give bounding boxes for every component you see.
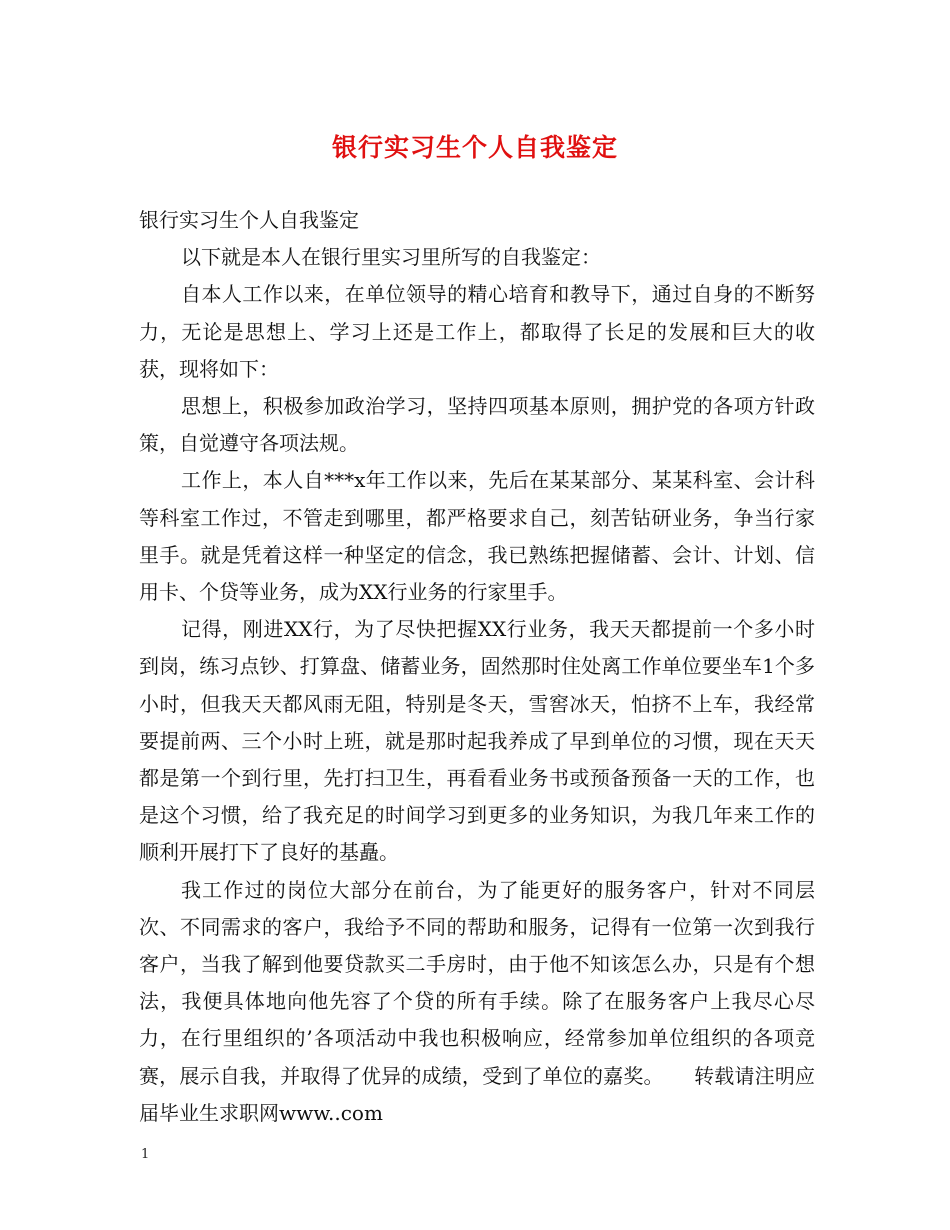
paragraph: 自本人工作以来，在单位领导的精心培育和教导下，通过自身的不断努力，无论是思想上、学习上还是工作上，都取得了长足的发展和巨大的收获，现将如下： (139, 282, 815, 381)
document-title: 银行实习生个人自我鉴定 (331, 133, 618, 162)
paragraph: 记得，刚进XX行，为了尽快把握XX行业务，我天天都提前一个多小时到岗，练习点钞、打算盘、储蓄业务，固然那时住处离工作单位要坐车1个多小时，但我天天都风雨无阻，特别是冬天，雪窖冰天，怕挤不上车，我经常要提前两、三个小时上班，就是那时起我养成了早到单位的习惯，现在天天都是第一个到行里，先打扫卫生，再看看业务书或预备预备一天的工作，也是这个习惯，给了我充足的时间学习到更多的业务知识，为我几年来工作的顺利开展打下了良好的基矗。 (139, 617, 815, 865)
paragraph: 思想上，积极参加政治学习，坚持四项基本原则，拥护党的各项方针政策，自觉遵守各项法规。 (139, 394, 815, 456)
document-body (139, 202, 815, 1132)
paragraph: 我工作过的岗位大部分在前台，为了能更好的服务客户，针对不同层次、不同需求的客户，我给予不同的帮助和服务，记得有一位第一次到我行客户，当我了解到他要贷款买二手房时，由于他不知该怎么办，只是有个想法，我便具体地向他先容了个贷的所有手续。除了在服务客户上我尽心尽力，在行里组织的’各项活动中我也积极响应，经常参加单位组织的各项竞赛，展示自我，并取得了优异的成绩，受到了单位的嘉奖。 转载请注明应届毕业生求职网www..com (139, 877, 815, 1125)
paragraph: 以下就是本人在银行里实习里所写的自我鉴定： (181, 245, 601, 270)
paragraph: 工作上，本人自***x年工作以来，先后在某某部分、某某科室、会计科等科室工作过，不管走到哪里，都严格要求自己，刻苦钻研业务，争当行家里手。就是凭着这样一种坚定的信念，我已熟练把握储蓄、会计、计划、信用卡、个贷等业务，成为XX行业务的行家里手。 (139, 468, 815, 605)
paragraph: 银行实习生个人自我鉴定 (139, 208, 359, 232)
page-number: 1 (141, 1147, 150, 1162)
